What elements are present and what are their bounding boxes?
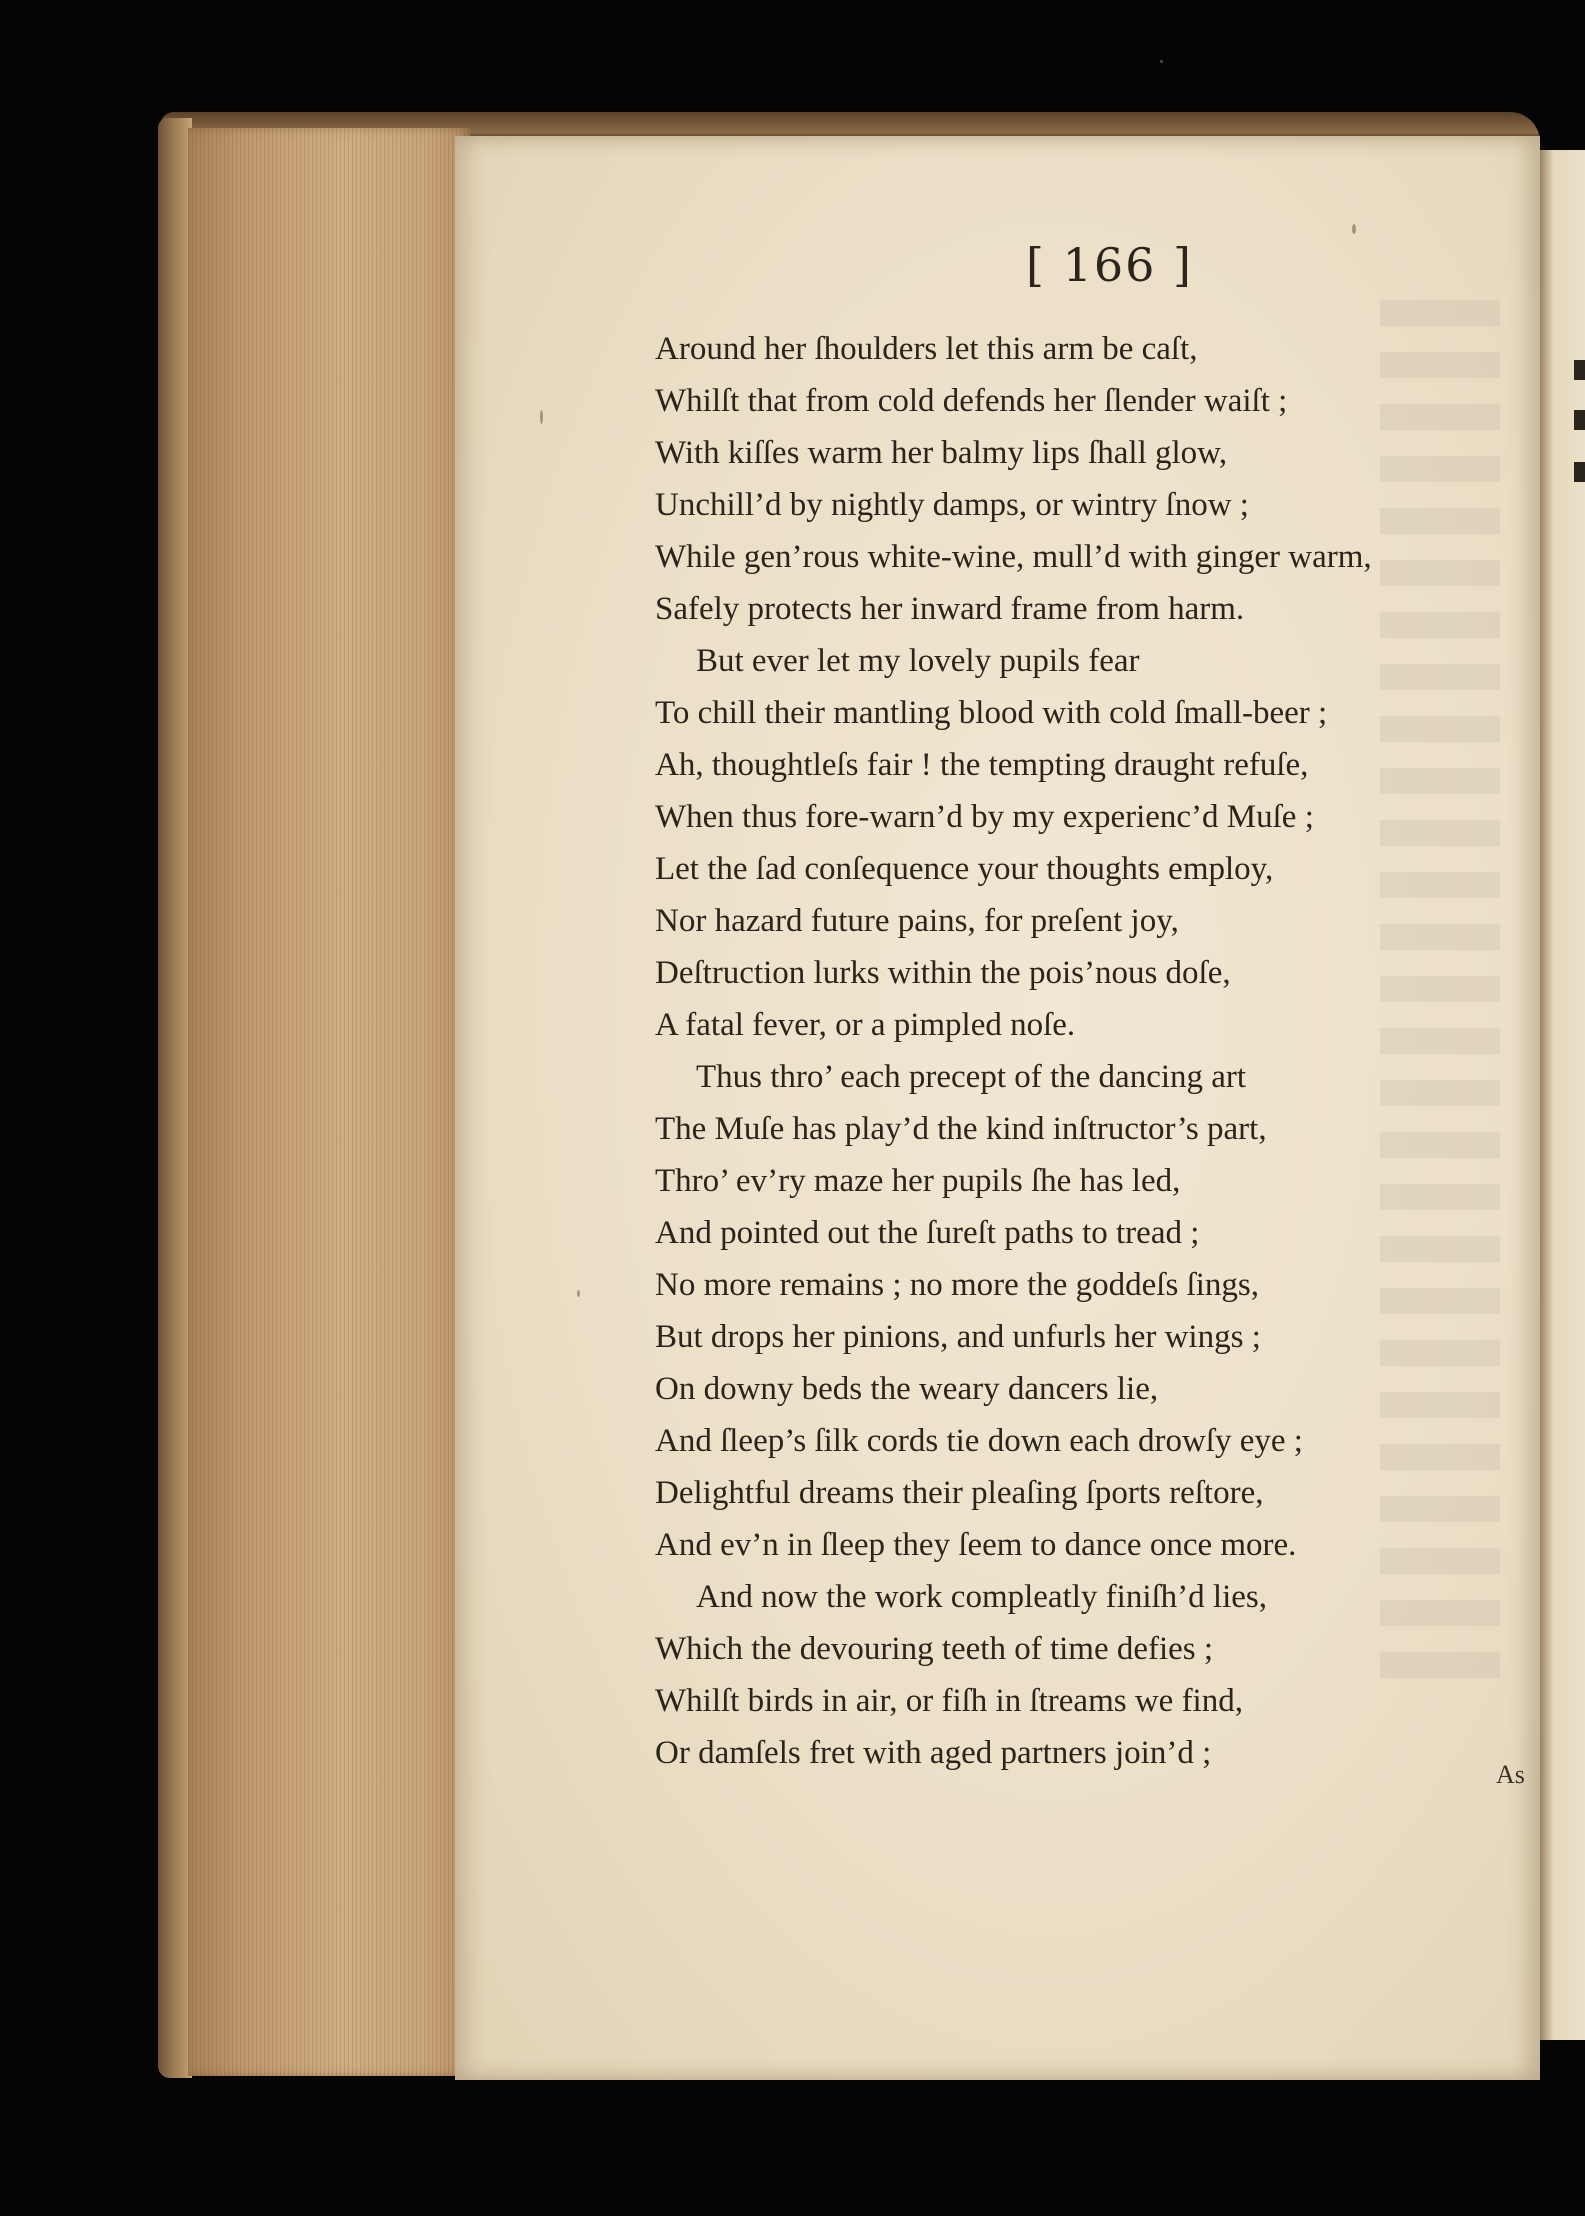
poem-line: With kiſſes warm her balmy lips ſhall glow, (655, 435, 1228, 471)
poem-line: Ah, thoughtleſs fair ! the tempting draught refuſe, (655, 747, 1309, 783)
page-number: [ 166 ] (1026, 238, 1193, 292)
poem-line: Whilſt birds in air, or fiſh in ſtreams we find, (655, 1683, 1243, 1719)
poem-line: Thus thro’ each precept of the dancing art (696, 1059, 1247, 1095)
poem-line: Safely protects her inward frame from harm. (655, 591, 1245, 627)
paper-speck (577, 1290, 580, 1297)
paper-speck (1352, 224, 1356, 234)
poem-line: And ev’n in ſleep they ſeem to dance once more. (655, 1527, 1297, 1563)
poem-line: Or damſels fret with aged partners join’d ; (655, 1735, 1212, 1771)
book-cover-edge (158, 118, 192, 2078)
catchword: As (1496, 1760, 1525, 1789)
poem-line: Delightful dreams their pleaſing ſports reſtore, (655, 1475, 1264, 1511)
paper-speck (540, 410, 543, 424)
poem-line: A fatal fever, or a pimpled noſe. (655, 1007, 1076, 1043)
poem-line: And now the work compleatly finiſh’d lies, (696, 1579, 1267, 1615)
poem-line: On downy beds the weary dancers lie, (655, 1371, 1159, 1407)
poem-line: Let the ſad conſequence your thoughts employ, (655, 851, 1274, 887)
poem-line: Whilſt that from cold defends her ſlender waiſt ; (655, 383, 1288, 419)
poem-line: Nor hazard future pains, for preſent joy, (655, 903, 1179, 939)
dust-speck (1160, 60, 1163, 63)
poem-line: Thro’ ev’ry maze her pupils ſhe has led, (655, 1163, 1181, 1199)
poem-text (655, 323, 1505, 1779)
poem-line: And ſleep’s ſilk cords tie down each drowſy eye ; (655, 1423, 1303, 1459)
poem-line: While gen’rous white-wine, mull’d with ginger warm, (655, 539, 1372, 575)
page-fore-edge (188, 128, 470, 2076)
poem-line: To chill their mantling blood with cold ſmall-beer ; (655, 695, 1328, 731)
poem-line: No more remains ; no more the goddeſs ſings, (655, 1267, 1259, 1303)
poem-line: And pointed out the ſureſt paths to tread ; (655, 1215, 1200, 1251)
poem-line: When thus fore-warn’d by my experienc’d Muſe ; (655, 799, 1314, 835)
next-page-ink (1574, 462, 1585, 482)
next-page-ink (1574, 410, 1585, 430)
poem-line: Which the devouring teeth of time defies ; (655, 1631, 1214, 1667)
poem-line: But ever let my lovely pupils fear (696, 643, 1140, 679)
poem-line: Deſtruction lurks within the pois’nous doſe, (655, 955, 1231, 991)
next-page-ink (1574, 360, 1585, 380)
poem-line: Around her ſhoulders let this arm be caſt, (655, 331, 1198, 367)
poem-line: The Muſe has play’d the kind inſtructor’s part, (655, 1111, 1267, 1147)
next-page-edge (1540, 150, 1585, 2040)
poem-line: But drops her pinions, and unfurls her wings ; (655, 1319, 1261, 1355)
poem-line: Unchill’d by nightly damps, or wintry ſnow ; (655, 487, 1249, 523)
